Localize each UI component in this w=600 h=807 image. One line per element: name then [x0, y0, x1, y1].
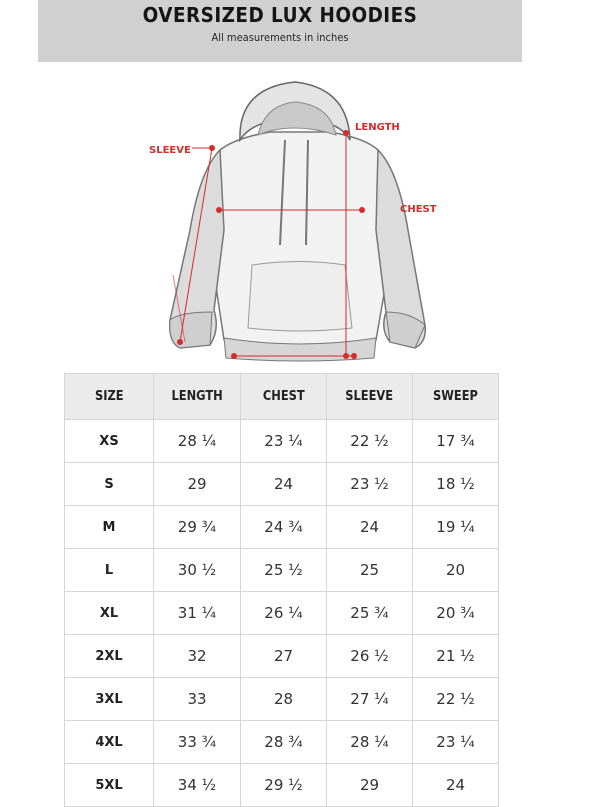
sweep-cell: 24: [413, 764, 499, 807]
table-row: [65, 592, 499, 635]
table-row: [65, 463, 499, 506]
chest-cell: 25 ½: [241, 549, 327, 592]
size-cell: XS: [65, 420, 154, 463]
sleeve-cell: 26 ½: [327, 635, 413, 678]
column-header-sleeve: [327, 374, 413, 420]
sweep-cell: 17 ¾: [413, 420, 499, 463]
size-cell: M: [65, 506, 154, 549]
chest-cell: 28 ¾: [241, 721, 327, 764]
table-row: [65, 764, 499, 807]
sleeve-label: SLEEVE: [149, 145, 191, 156]
sweep-cell: 20 ¾: [413, 592, 499, 635]
column-header-sweep: [413, 374, 499, 420]
column-header-label: SLEEVE: [345, 389, 394, 404]
sweep-cell: 19 ¼: [413, 506, 499, 549]
sleeve-cell: 22 ½: [327, 420, 413, 463]
sweep-cell: 23 ¼: [413, 721, 499, 764]
sweep-cell: 22 ½: [413, 678, 499, 721]
column-header-chest: [241, 374, 327, 420]
table-header-row: [65, 374, 499, 420]
length-cell: 29 ¾: [154, 506, 241, 549]
size-cell: XL: [65, 592, 154, 635]
table-row: [65, 506, 499, 549]
sleeve-cell: 23 ½: [327, 463, 413, 506]
length-cell: 31 ¼: [154, 592, 241, 635]
length-cell: 29: [154, 463, 241, 506]
size-chart-table: [64, 373, 499, 807]
chest-cell: 24 ¾: [241, 506, 327, 549]
chest-cell: 23 ¼: [241, 420, 327, 463]
table-row: [65, 635, 499, 678]
length-cell: 33 ¾: [154, 721, 241, 764]
length-cell: 34 ½: [154, 764, 241, 807]
table-row: [65, 678, 499, 721]
sweep-cell: 20: [413, 549, 499, 592]
page-subtitle: All measurements in inches: [211, 31, 349, 44]
sleeve-cell: 28 ¼: [327, 721, 413, 764]
table-row: [65, 721, 499, 764]
chest-cell: 27: [241, 635, 327, 678]
sweep-cell: 18 ½: [413, 463, 499, 506]
sleeve-cell: 29: [327, 764, 413, 807]
column-header-label: SIZE: [94, 389, 124, 404]
column-header-size: [65, 374, 154, 420]
length-label: LENGTH: [355, 122, 400, 133]
header-banner: [38, 0, 522, 62]
length-cell: 32: [154, 635, 241, 678]
size-cell: 2XL: [65, 635, 154, 678]
length-cell: 30 ½: [154, 549, 241, 592]
column-header-length: [154, 374, 241, 420]
hoodie-illustration-icon: [140, 80, 460, 370]
chest-label: CHEST: [400, 204, 437, 215]
size-cell: 3XL: [65, 678, 154, 721]
length-cell: 28 ¼: [154, 420, 241, 463]
table-row: [65, 420, 499, 463]
hoodie-measurement-diagram: [140, 80, 460, 370]
sleeve-cell: 25 ¾: [327, 592, 413, 635]
chest-cell: 28: [241, 678, 327, 721]
size-cell: S: [65, 463, 154, 506]
sleeve-cell: 27 ¼: [327, 678, 413, 721]
chest-cell: 29 ½: [241, 764, 327, 807]
sleeve-cell: 25: [327, 549, 413, 592]
chest-cell: 26 ¼: [241, 592, 327, 635]
chest-cell: 24: [241, 463, 327, 506]
sweep-cell: 21 ½: [413, 635, 499, 678]
column-header-label: CHEST: [262, 389, 305, 404]
size-cell: 4XL: [65, 721, 154, 764]
column-header-label: LENGTH: [171, 389, 223, 404]
size-cell: 5XL: [65, 764, 154, 807]
page-title: OVERSIZED LUX HOODIES: [142, 3, 418, 27]
column-header-label: SWEEP: [433, 389, 478, 404]
sleeve-cell: 24: [327, 506, 413, 549]
length-cell: 33: [154, 678, 241, 721]
size-cell: L: [65, 549, 154, 592]
table-row: [65, 549, 499, 592]
